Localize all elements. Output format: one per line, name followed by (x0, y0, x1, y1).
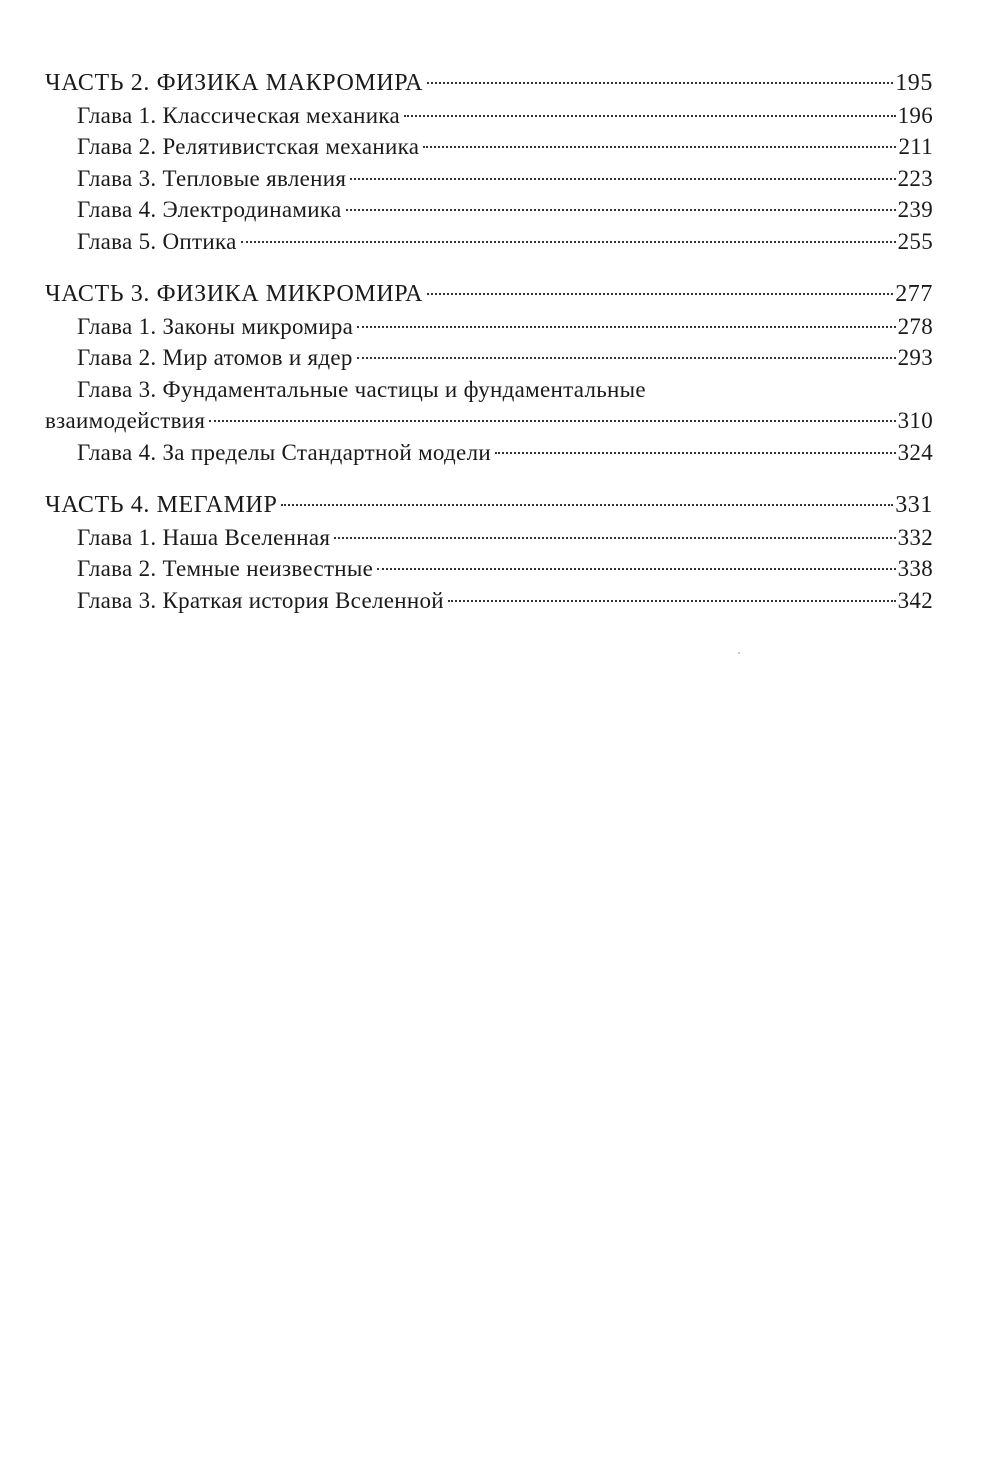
page-number: 310 (897, 408, 933, 433)
dot-leader (448, 600, 896, 602)
toc-chapter-entry[interactable] (45, 585, 933, 617)
dot-leader (334, 537, 895, 539)
page-number: 342 (897, 587, 933, 613)
chapter-title: Глава 2. Мир атомов и ядер (77, 345, 353, 370)
chapter-title: Глава 1. Наша Вселенная (77, 524, 331, 550)
toc-chapter-entry[interactable] (45, 100, 933, 132)
page-number: 223 (897, 165, 933, 191)
dot-leader (427, 82, 893, 84)
part-title: ЧАСТЬ 3. ФИЗИКА МИКРОМИРА (45, 281, 424, 307)
page-number: 255 (897, 228, 933, 254)
part-title: ЧАСТЬ 4. МЕГАМИР (45, 492, 278, 518)
dot-leader (281, 504, 893, 506)
toc-part-4 (45, 490, 933, 616)
toc-chapter-entry[interactable] (45, 522, 933, 554)
toc-chapter-entry[interactable] (45, 226, 933, 258)
page-number: 338 (897, 556, 933, 581)
toc-part-3 (45, 279, 933, 468)
chapter-title: Глава 2. Темные неизвестные (77, 556, 374, 581)
toc-chapter-entry[interactable] (45, 311, 933, 343)
toc-chapter-entry-multiline[interactable] (45, 374, 933, 437)
dot-leader (350, 178, 895, 180)
toc-part-heading[interactable] (45, 490, 933, 522)
chapter-title: Глава 1. Законы микромира (77, 313, 354, 339)
dot-leader (423, 146, 896, 148)
dot-leader (427, 293, 893, 295)
toc-chapter-entry[interactable] (45, 342, 933, 374)
chapter-title-line-2: взаимодействия (45, 408, 206, 433)
part-title: ЧАСТЬ 2. ФИЗИКА МАКРОМИРА (45, 70, 424, 96)
chapter-title: Глава 4. За пределы Стандартной модели (77, 439, 491, 465)
toc-part-2 (45, 68, 933, 257)
table-of-contents (45, 68, 933, 638)
chapter-title: Глава 3. Тепловые явления (77, 165, 347, 191)
toc-chapter-entry[interactable] (45, 194, 933, 226)
dot-leader (357, 357, 896, 359)
dot-leader (209, 420, 895, 422)
chapter-title: Глава 1. Классическая механика (77, 102, 400, 128)
dot-leader (495, 452, 896, 454)
page-number: 278 (897, 313, 933, 339)
page-number: 293 (897, 345, 933, 370)
toc-part-heading[interactable] (45, 68, 933, 100)
dot-leader (404, 115, 896, 117)
page-number: 332 (897, 524, 933, 550)
chapter-title: Глава 4. Электродинамика (77, 197, 342, 222)
chapter-title: Глава 5. Оптика (77, 228, 237, 254)
chapter-title-line-1: Глава 3. Фундаментальные частицы и фундаментальные (77, 376, 646, 402)
scan-speck (738, 652, 740, 654)
chapter-title: Глава 2. Релятивистская механика (77, 134, 420, 159)
toc-chapter-entry[interactable] (45, 163, 933, 195)
dot-leader (241, 241, 896, 243)
page-number: 196 (897, 102, 933, 128)
dot-leader (346, 209, 896, 211)
page-number: 195 (895, 70, 933, 96)
toc-part-heading[interactable] (45, 279, 933, 311)
page-number: 211 (898, 134, 933, 159)
chapter-title-line-2-row (45, 405, 933, 437)
chapter-title: Глава 3. Краткая история Вселенной (77, 587, 444, 613)
toc-chapter-entry[interactable] (45, 131, 933, 163)
page-number: 331 (895, 492, 933, 518)
toc-chapter-entry[interactable] (45, 553, 933, 585)
dot-leader (357, 326, 895, 328)
dot-leader (377, 568, 895, 570)
page-number: 324 (897, 439, 933, 465)
page-number: 239 (897, 197, 933, 222)
page-number: 277 (895, 281, 933, 307)
toc-chapter-entry[interactable] (45, 437, 933, 469)
